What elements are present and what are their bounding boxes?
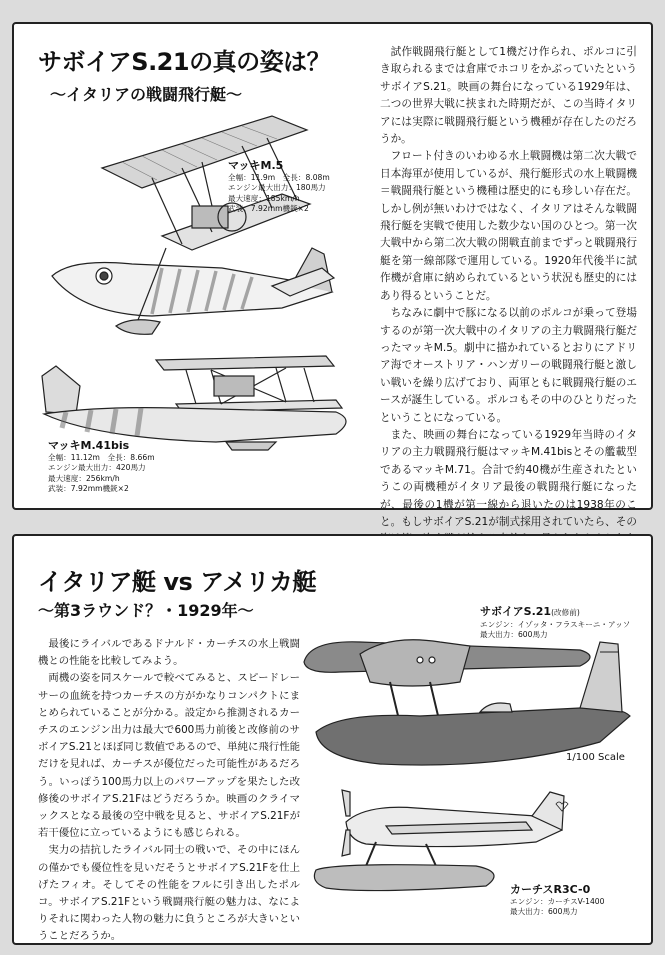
section-panel-macchi	[12, 22, 653, 528]
paragraph: また、映画の舞台になっている1929年当時のイタリアの主力戦闘飛行艇はマッキM.41bisとその艦載型であるマッキM.71。合計で約40機が生産されたというこの両機種がイタリア最後の戦闘飛行艇になったが、最後の1機が第一線から退いたのは1938年のこと。もしサボイアS.21が制式採用されていたら、その	[380, 428, 637, 528]
spec-line: エンジン最大出力：420馬力	[48, 463, 146, 473]
spec-line: 最大出力：600馬力	[510, 907, 578, 917]
plane-name	[480, 604, 630, 620]
spec-line: エンジン最大出力：180馬力	[228, 183, 326, 193]
spec-line: 武装：7.92mm機銃×2	[48, 484, 129, 494]
paragraph: 試作戦闘飛行艇として1機だけ作られ、ポルコに引き取られるまでは倉庫でホコリをかぶっていたというサボイアS.21。映画の舞台になっている1929年は、二つの世界大戦に挟まれた時期だが、この当時イタリアには実際に戦闘飛行艇という機種が存在したのだろうか。	[380, 46, 637, 146]
spec-line: エンジン：カーチスV-1400	[510, 897, 605, 906]
section1-body	[380, 44, 637, 566]
section2-body	[38, 636, 300, 946]
spec-line: 最大出力：600馬力	[480, 630, 548, 640]
spec-line: 全幅：11.12m 全長：8.66m	[48, 453, 155, 462]
spec-line: 最大速度：256km/h	[48, 473, 120, 483]
spec-line: 全幅：11.9m 全長：8.08m	[228, 173, 330, 182]
section2-subtitle: 〜第3ラウンド？・1929年〜	[38, 601, 254, 620]
paragraph: 両機の姿を同スケールで較べてみると、スピードレーサーの血統を持つカーチスの方がかなりコンパクトにまとめられていることが分かる。設定から推測されるカーチスのエンジン出力は最大で600馬力前後と改修前のサボイアS.21とほぼ同じ数値であるので、単純に飛行性能だけを見れば、カーチスが優位だった可能性があるだろう。いっぽう100馬力以上のパワーアップを果たした改修後のサボイアS.21Fはどうだろうか。映画のクライマックスとなる最後の空中戦を見ると、サボイアS.21Fが若干優位に立っているようにも感じられる。	[38, 672, 300, 840]
section2-title: イタリア艇 vs アメリカ艇	[38, 568, 316, 596]
section1-title: サボイアS.21の真の姿は？	[38, 48, 331, 76]
macchi-m5-specs	[228, 158, 330, 215]
plane-note: (改修前)	[551, 608, 580, 617]
section-panel-rivalry	[12, 534, 653, 945]
macchi-m5-illustration	[42, 108, 342, 338]
plane-name: マッキM.5	[228, 159, 284, 172]
plane-name-text: サボイアS.21	[480, 605, 552, 618]
paragraph: 最後にライバルであるドナルド・カーチスの水上戦闘機との性能を比較してみよう。	[38, 638, 300, 668]
macchi-m41bis-specs	[48, 438, 155, 495]
scale-label: 1/100 Scale	[566, 752, 625, 763]
paragraph: ちなみに劇中で豚になる以前のポルコが乗って登場するのが第一次大戦中のイタリアの主力戦闘飛行艇だったマッキM.5。劇中に描かれているとおりにアドリア海でオーストリア・ハンガリーの戦闘飛行艇と激しい戦いを繰り広げており、両軍ともに戦闘飛行艇のエースが誕生している。ポルコもその中のひとりだったということになっている。	[380, 307, 637, 424]
spec-line: エンジン：イゾッタ・フラスキーニ・アッソ	[480, 620, 631, 629]
plane-name: マッキM.41bis	[48, 439, 130, 452]
curtiss-r3c0-specs	[510, 882, 604, 918]
spec-line: 最大速度：185km/h	[228, 193, 300, 203]
section1-subtitle: 〜イタリアの戦闘飛行艇〜	[50, 85, 243, 104]
plane-name: カーチスR3C-0	[510, 883, 591, 896]
paragraph: フロート付きのいわゆる水上戦闘機は第二次大戦で日本海軍が使用しているが、飛行艇形式の水上戦闘機＝戦闘飛行艇という機種は歴史的にも珍しい存在だ。しかし例が無いわけではなく、イタリアはそんな戦闘飛行艇を実戦で使用した数少ない国のひとつ。第一次大戦中から第二次大戦の開戦直前までずっと戦闘飛行艇を第一線部隊で運用している。1920年代後半に試作機が倉庫に納められているという状況も歴史的にはあり得るということだ。	[380, 150, 637, 302]
paragraph: 実力の拮抗したライバル同士の戦いで、その中にほんの僅かでも優位性を見いだそうとサボイアS.21Fを仕上げたフィオ。そしてその性能をフルに引き出したポルコ。サボイアS.21Fという戦闘飛行艇の魅力は、なによりそれに関わった人物の魅力に負うところが大きいということだろうか。	[38, 844, 300, 943]
spec-line: 武装：7.92mm機銃×2	[228, 204, 309, 214]
